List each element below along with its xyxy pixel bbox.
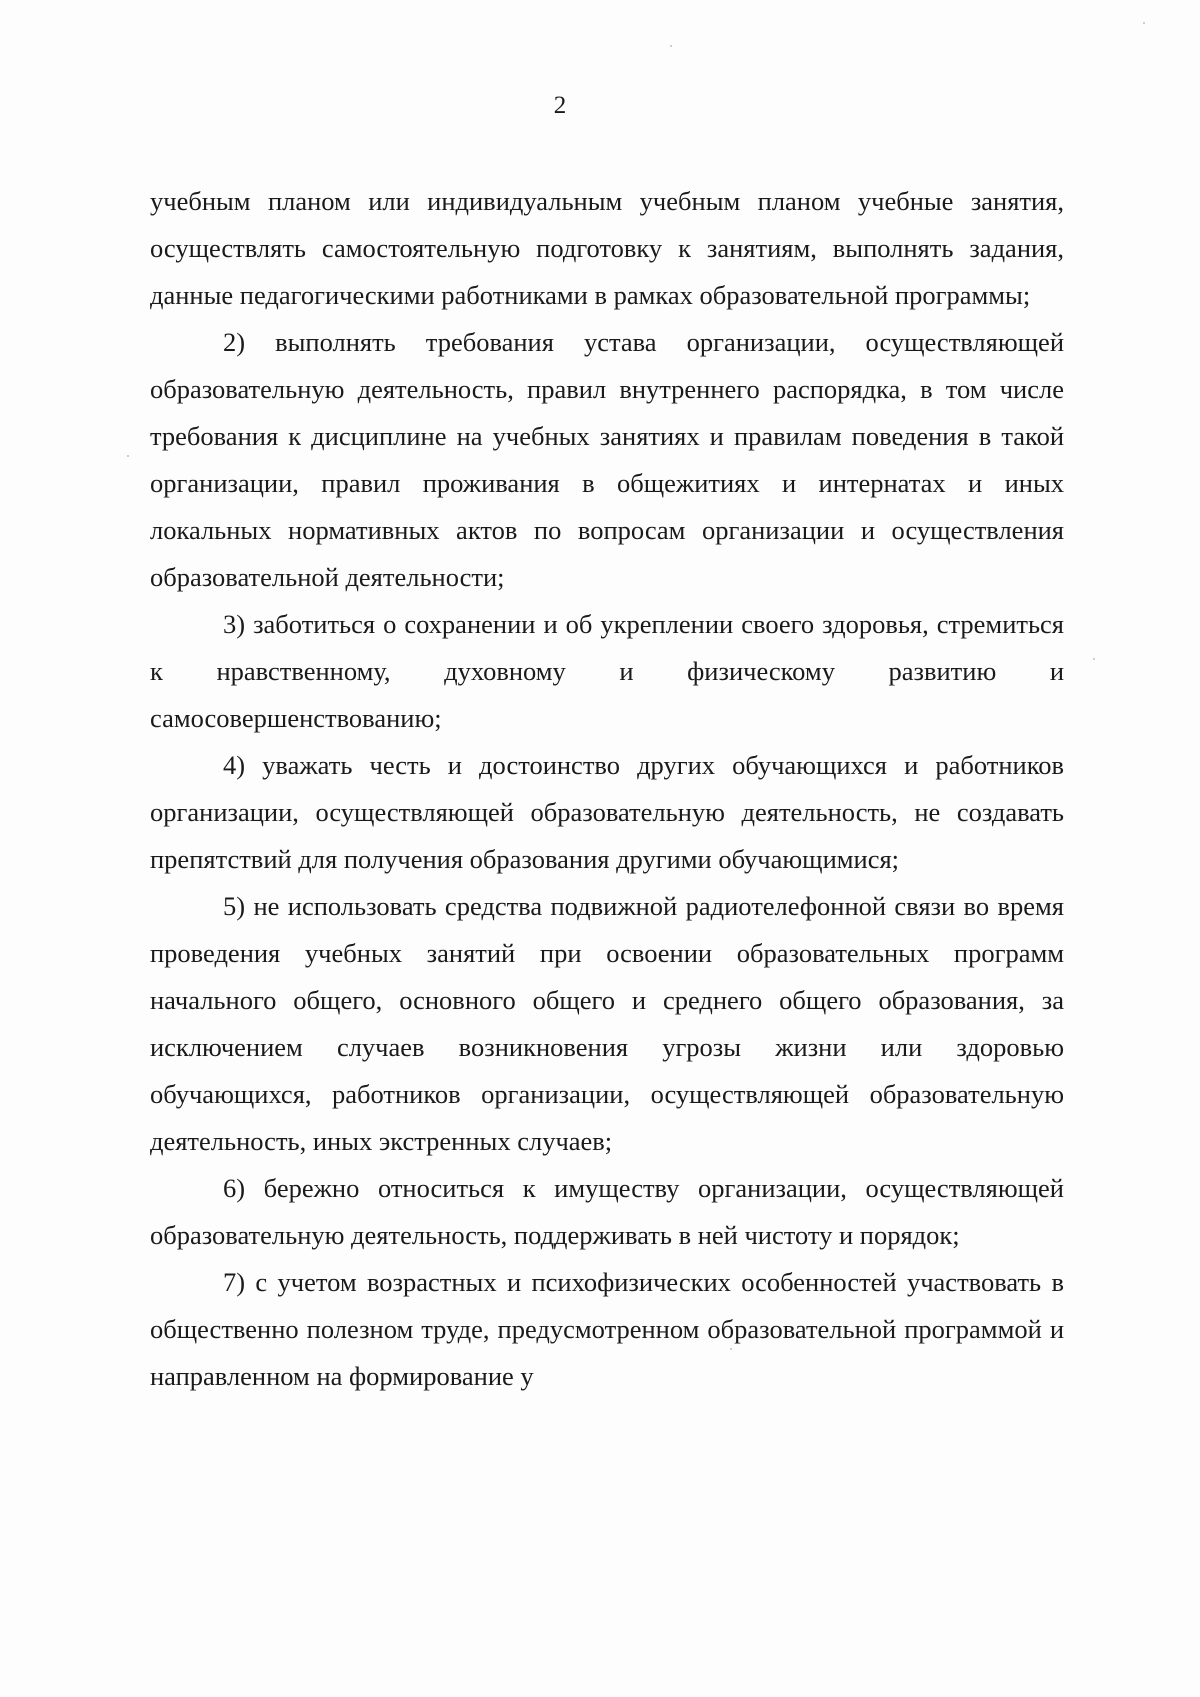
paragraph-item-6: 6) бережно относиться к имуществу организации, осуществляющей образовательную деятельность, поддерживать в ней чистоту и порядок; (150, 1173, 1064, 1250)
paragraph-item-3: 3) заботиться о сохранении и об укреплении своего здоровья, стремиться к нравственному, духовному и физическому развитию и самосовершенствованию; (150, 609, 1064, 733)
scan-speck (1093, 658, 1095, 660)
paragraph-item-2: 2) выполнять требования устава организации, осуществляющей образовательную деятельность, правил внутреннего распорядка, в том числе требования к дисциплине на учебных занятиях и правилам поведения в такой организации, правил проживания в общежитиях и интернатах и иных локальных нормативных актов по вопросам организации и осуществления образовательной деятельности; (150, 327, 1064, 592)
paragraph-item-5: 5) не использовать средства подвижной радиотелефонной связи во время проведения учебных занятий при освоении образовательных программ начального общего, основного общего и среднего общего образования, за исключением случаев возникновения угрозы жизни или здоровью обучающихся, работников организации, осуществляющей образовательную деятельность, иных экстренных случаев; (150, 891, 1064, 1156)
scan-speck (730, 1348, 732, 1350)
page-number: 2 (553, 92, 567, 119)
scan-speck (1143, 22, 1145, 24)
paragraph-item-4: 4) уважать честь и достоинство других обучающихся и работников организации, осуществляющей образовательную деятельность, не создавать препятствий для получения образования другими обучающимися; (150, 750, 1064, 874)
scan-speck (670, 45, 672, 47)
document-body (150, 178, 1064, 1400)
paragraph-item-7: 7) с учетом возрастных и психофизических особенностей участвовать в общественно полезном труде, предусмотренном образовательной программой и направленном на формирование у (150, 1267, 1064, 1391)
scan-speck (127, 455, 129, 457)
paragraph-continuation: учебным планом или индивидуальным учебным планом учебные занятия, осуществлять самостоятельную подготовку к занятиям, выполнять задания, данные педагогическими работниками в рамках образовательной программы; (150, 186, 1064, 310)
